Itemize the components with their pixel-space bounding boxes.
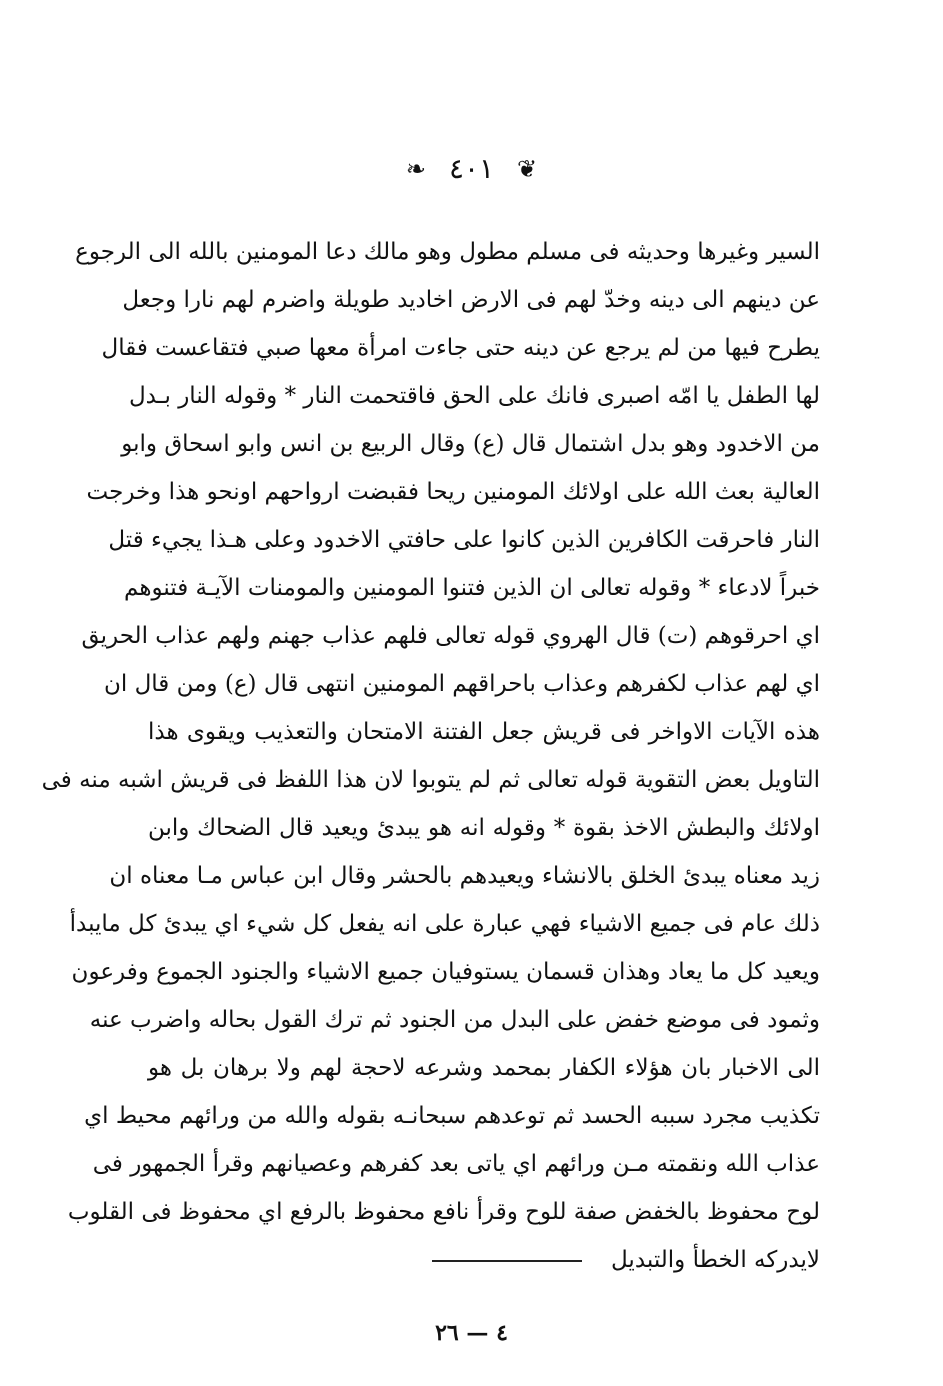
text-line: تكذيب مجرد سببه الحسد ثم توعدهم سبحانـه بقوله والله من ورائهم محيط اي: [84, 1103, 820, 1129]
body-text: [41, 228, 820, 1284]
ornament-left-icon: ❧: [405, 154, 427, 183]
text-line: الى الاخبار بان هؤلاء الكفار بمحمد وشرعه لاحجة لهم ولا برهان بل هو: [148, 1055, 820, 1081]
text-line: يطرح فيها من لم يرجع عن دينه حتى جاءت امرأة معها صبي فتقاعست فقال: [101, 335, 820, 361]
text-line: اي احرقوهم (ت) قال الهروي قوله تعالى فلهم عذاب جهنم ولهم عذاب الحريق: [81, 623, 820, 649]
text-line: وثمود فى موضع خفض على البدل من الجنود ثم ترك القول بحاله واضرب عنه: [89, 1007, 820, 1033]
text-line: من الاخدود وهو بدل اشتمال قال (ع) وقال الربيع بن انس وابو اسحاق وابو: [121, 431, 820, 457]
text-line: لها الطفل يا امّه اصبرى فانك على الحق فاقتحمت النار * وقوله النار بـدل: [128, 383, 820, 409]
text-line: السير وغيرها وحديثه فى مسلم مطول وهو مالك دعا المومنين بالله الى الرجوع: [75, 239, 820, 265]
signature-mark: ٤ — ٢٦: [435, 1320, 508, 1346]
text-line: اولائك والبطش الاخذ بقوة * وقوله انه هو يبدئ ويعيد قال الضحاك وابن: [148, 815, 820, 841]
text-line-last: [148, 1236, 820, 1284]
text-line: العالية بعث الله على اولائك المومنين ريحا فقبضت ارواحهم اونحو هذا وخرجت: [86, 479, 820, 505]
text-line: التاويل بعض التقوية قوله تعالى ثم لم يتوبوا لان هذا اللفظ فى قريش اشبه منه فى: [41, 767, 820, 793]
text-line: النار فاحرقت الكافرين الذين كانوا على حافتي الاخدود وعلى هـذا يجيء قتل: [108, 527, 820, 553]
page-number: ٤٠١: [448, 151, 495, 185]
text-line: ويعيد كل ما يعاد وهذان قسمان يستوفيان جميع الاشياء والجنود الجموع وفرعون: [71, 959, 820, 985]
text-line: ذلك عام فى جميع الاشياء فهي عبارة على انه يفعل كل شيء اي يبدئ كل مايبدأ: [69, 911, 820, 937]
closing-text: لايدركه الخطأ والتبديل: [611, 1247, 820, 1273]
text-line: اي لهم عذاب لكفرهم وعذاب باحراقهم المومنين انتهى قال (ع) ومن قال ان: [103, 671, 820, 697]
text-line: هذه الآيات الاواخر فى قريش جعل الفتنة الامتحان والتعذيب ويقوى هذا: [148, 719, 820, 745]
text-line: لوح محفوظ بالخفض صفة للوح وقرأ نافع محفوظ بالرفع اي محفوظ فى القلوب: [67, 1199, 820, 1225]
text-line: عن دينهم الى دينه وخدّ لهم فى الارض اخاديد طويلة واضرم لهم نارا وجعل: [122, 287, 820, 313]
section-end-rule: [432, 1260, 582, 1262]
ornament-right-icon: ❦: [516, 154, 538, 183]
text-line: عذاب الله ونقمته مـن ورائهم اي ياتى بعد كفرهم وعصيانهم وقرأ الجمهور فى: [92, 1151, 820, 1177]
text-line: خبراً لادعاء * وقوله تعالى ان الذين فتنوا المومنين والمومنات الآيـة فتنوهم: [124, 575, 820, 601]
text-line: زيد معناه يبدئ الخلق بالانشاء ويعيدهم بالحشر وقال ابن عباس مـا معناه ان: [109, 863, 820, 889]
page-header: [0, 150, 943, 186]
